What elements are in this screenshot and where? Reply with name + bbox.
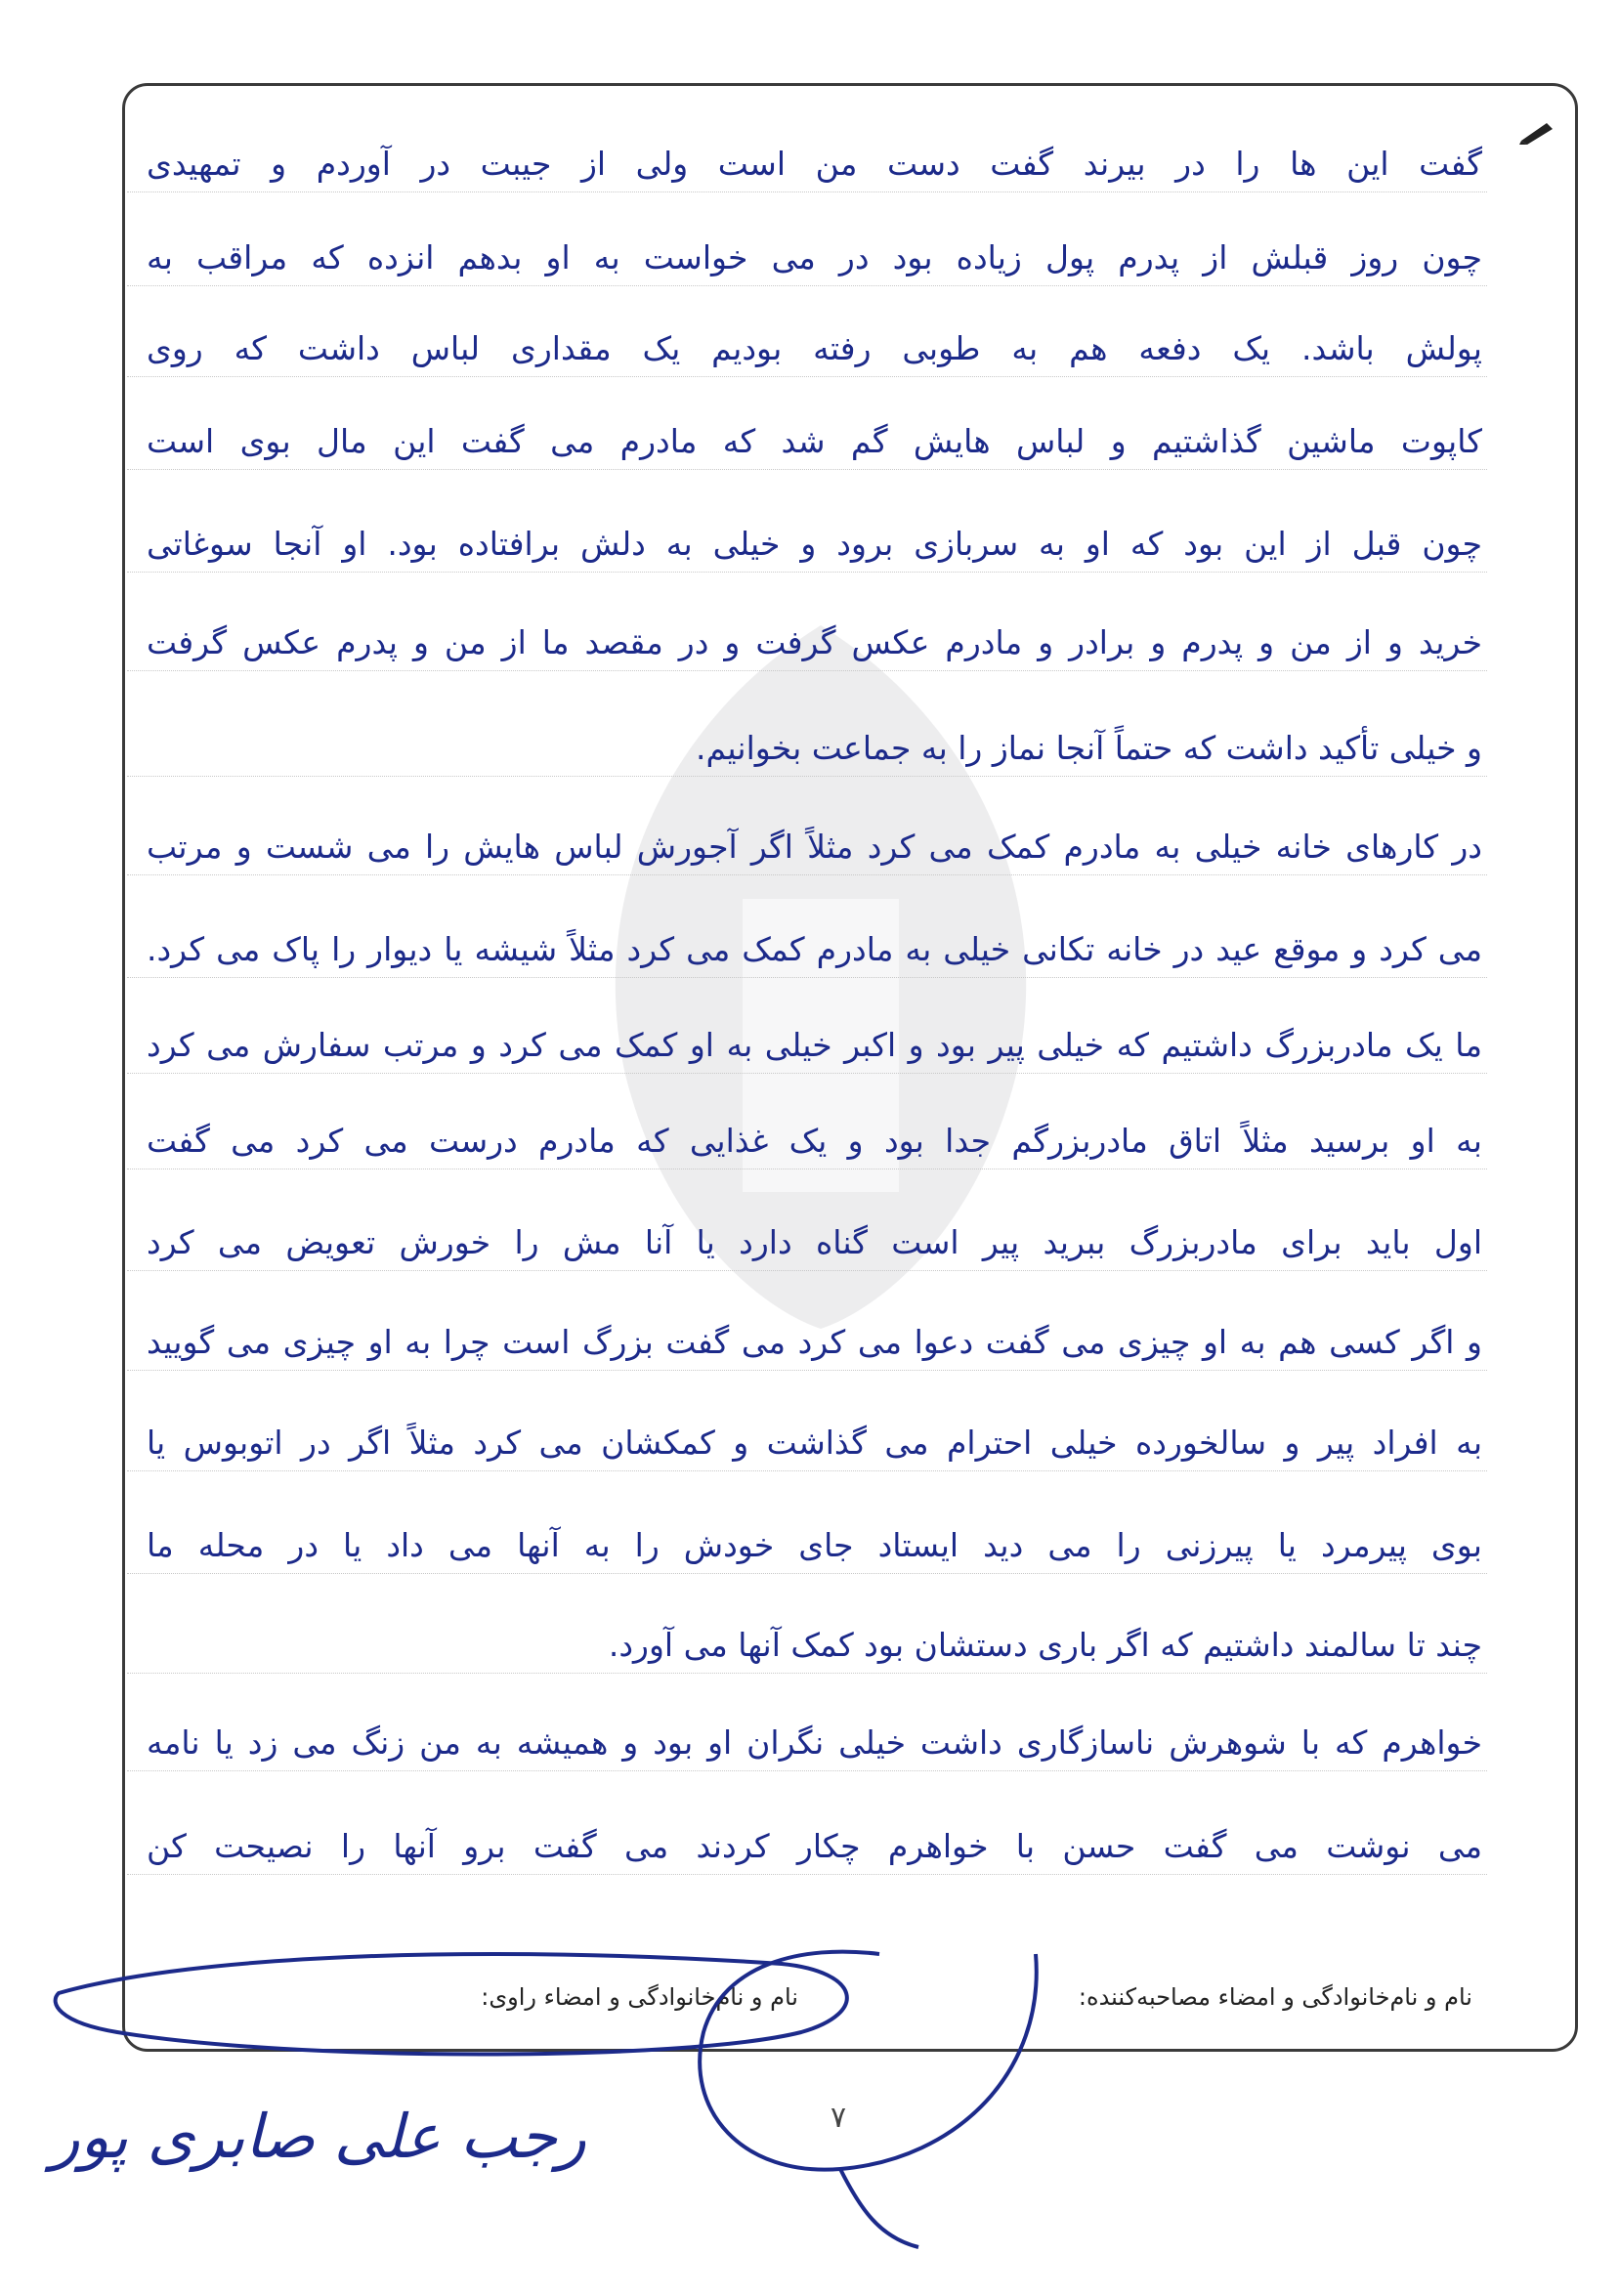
handwritten-line: کاپوت ماشین گذاشتیم و لباس هایش گم شد که مادرم می گفت این مال بوی است xyxy=(147,422,1482,460)
ruled-line xyxy=(127,1874,1487,1875)
ruled-line xyxy=(127,285,1487,286)
handwritten-line: چند تا سالمند داشتیم که اگر باری دستشان بود کمک آنها می آورد. xyxy=(608,1626,1482,1664)
handwritten-line: و اگر کسی هم به او چیزی می گفت دعوا می کرد می گفت بزرگ است چرا به او چیزی می گویید xyxy=(147,1323,1482,1361)
ruled-line xyxy=(127,1370,1487,1371)
ruled-line xyxy=(127,1573,1487,1574)
handwritten-line: اول باید برای مادربزرگ ببرید پیر است گناه دارد یا آنا مش را خورش تعویض می کرد xyxy=(147,1223,1482,1261)
handwritten-line: چون قبل از این بود که او به سربازی برود و خیلی به دلش برافتاده بود. او آنجا سوغاتی xyxy=(147,525,1482,563)
pen-icon xyxy=(1519,119,1556,145)
ruled-line xyxy=(127,1673,1487,1674)
page-number: ۷ xyxy=(831,2101,847,2135)
ruled-line xyxy=(127,670,1487,671)
handwritten-line: خواهرم که با شوهرش ناسازگاری داشت خیلی نگران او بود و همیشه به من زنگ می زد یا نامه xyxy=(147,1723,1482,1762)
ruled-line xyxy=(127,1270,1487,1271)
ruled-line xyxy=(127,191,1487,192)
ruled-line xyxy=(127,376,1487,377)
handwritten-line: بوی پیرمرد یا پیرزنی را می دید ایستاد جای خودش را به آنها می داد یا در محله ما xyxy=(147,1526,1482,1564)
narrator-handwritten-signature: رجب علی صابری پور xyxy=(50,2101,586,2172)
handwritten-line: گفت این ها را در بیرند گفت دست من است ولی از جیبت در آوردم و تمهیدی xyxy=(147,145,1482,183)
handwritten-line: می نوشت می گفت حسن با خواهرم چکار کردند می گفت برو آنها را نصیحت کن xyxy=(147,1827,1482,1865)
ruled-line xyxy=(127,1770,1487,1771)
handwritten-line: به افراد پیر و سالخورده خیلی احترام می گذاشت و کمکشان می کرد مثلاً اگر در اتوبوس یا xyxy=(147,1424,1482,1462)
ruled-line xyxy=(127,572,1487,573)
handwritten-line: ما یک مادربزرگ داشتیم که خیلی پیر بود و اکبر خیلی به او کمک می کرد و مرتب سفارش می کرد xyxy=(147,1026,1482,1064)
handwritten-line: به او برسید مثلاً اتاق مادربزرگم جدا بود و یک غذایی که مادرم درست می کرد می گفت xyxy=(147,1122,1482,1160)
handwritten-line: می کرد و موقع عید در خانه تکانی خیلی به مادرم کمک می کرد مثلاً شیشه یا دیوار را پاک می کرد. xyxy=(147,930,1482,968)
ruled-line xyxy=(127,1073,1487,1074)
signature-row xyxy=(137,1983,1472,2022)
ruled-line xyxy=(127,469,1487,470)
handwritten-line: چون روز قبلش از پدرم پول زیاده بود در می خواست به او بدهم انزده که مراقب به xyxy=(147,238,1482,276)
handwritten-line: خرید و از من و پدرم و برادر و مادرم عکس گرفت و در مقصد ما از من و پدرم عکس گرفت xyxy=(147,623,1482,661)
interviewer-signature-label: نام و نام‌خانوادگی و امضاء مصاحبه‌کننده: xyxy=(1078,1983,1472,2011)
ruled-line xyxy=(127,776,1487,777)
ruled-line xyxy=(127,977,1487,978)
handwritten-line: در کارهای خانه خیلی به مادرم کمک می کرد مثلاً اگر آجورش لباس هایش را می شست و مرتب xyxy=(147,828,1482,866)
ruled-line xyxy=(127,874,1487,875)
handwritten-line: پولش باشد. یک دفعه هم به طوبی رفته بودیم یک مقداری لباس داشت که روی xyxy=(147,329,1482,367)
ruled-line xyxy=(127,1470,1487,1471)
narrator-signature-label: نام و نام‌خانوادگی و امضاء راوی: xyxy=(481,1983,798,2011)
handwritten-line: و خیلی تأکید داشت که حتماً آنجا نماز را به جماعت بخوانیم. xyxy=(695,729,1482,767)
